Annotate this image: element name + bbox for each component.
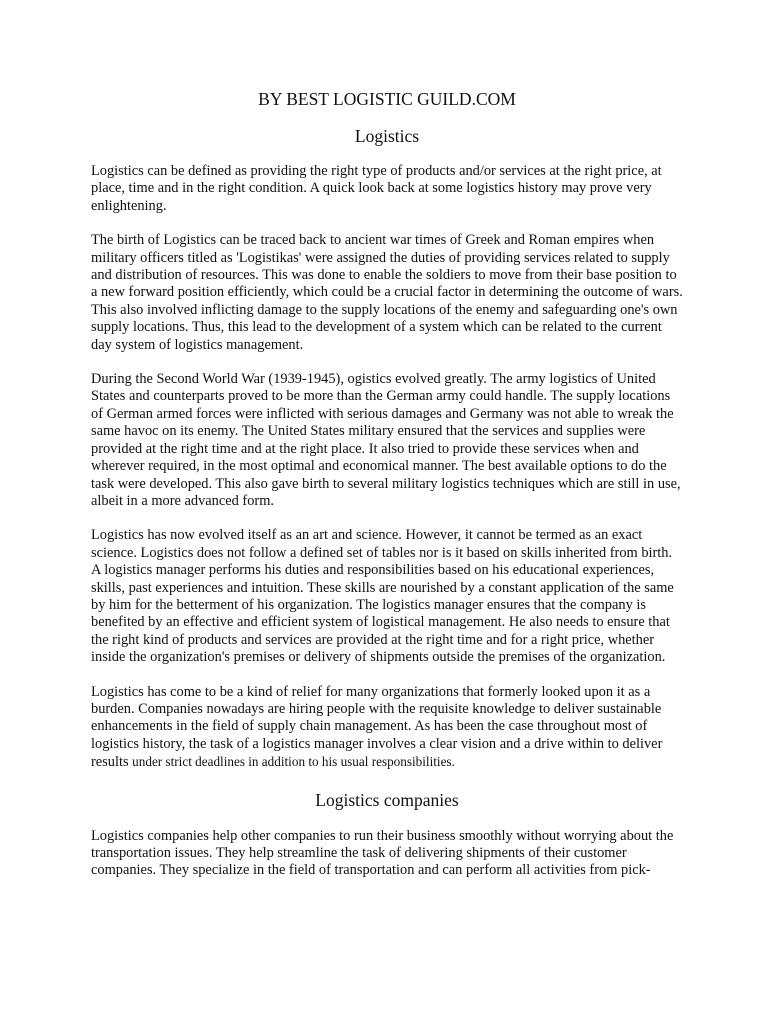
paragraph-art-and-science: Logistics has now evolved itself as an art and science. However, it cannot be termed as an exact science. Logistics does not follow a defined set of tables nor is it based on skills inherited from birth. A logistics manager performs his duties and responsibilities based on his educational experiences, skills, past experiences and intuition. These skills are nourished by a constant application of the same by him for the betterment of his organization. The logistics manager ensures that the company is benefited by an effective and efficient system of logistical management. He also needs to ensure that the right kind of products and services are provided at the right time and for a right price, whether inside the organization's premises or delivery of shipments outside the premises of the organization. <box>91 527 674 666</box>
section-heading-logistics-companies: Logistics companies <box>315 789 459 810</box>
paragraph-relief-tail: under strict deadlines in addition to his usual responsibilities. <box>132 754 455 770</box>
paragraph-history: The birth of Logistics can be traced back to ancient war times of Greek and Roman empires when military officers titled as 'Logistikas' were assigned the duties of providing services related to supply and distribution of resources. This was done to enable the soldiers to move from their base position to a new forward position efficiently, which could be a crucial factor in determining the outcome of wars. This also involved inflicting damage to the supply locations of the enemy and safeguarding one's own supply locations. Thus, this lead to the development of a system which can be related to the current day system of logistics management. <box>91 232 683 353</box>
paragraph-relief <box>91 684 683 772</box>
paragraph-definition: Logistics can be defined as providing the right type of products and/or services at the right price, at place, time and in the right condition. A quick look back at some logistics history may prove very enlightening. <box>91 163 662 214</box>
document-page <box>91 88 683 897</box>
paragraph-companies: Logistics companies help other companies to run their business smoothly without worrying about the transportation issues. They help streamline the task of delivering shipments of their customer companies. They specialize in the field of transportation and can perform all activities from pick- <box>91 827 674 879</box>
site-title: BY BEST LOGISTIC GUILD.COM <box>258 89 516 109</box>
paragraph-relief-main: Logistics has come to be a kind of relief for many organizations that formerly looked upon it as a burden. Companies nowadays are hiring people with the requisite knowledge to deliver sustainable enhancements in the field of supply chain management. As has been the case throughout most of logistics history, the task of a logistics manager involves a clear vision and a drive within to deliver results <box>91 683 663 771</box>
paragraph-second-world-war: During the Second World War (1939-1945), ogistics evolved greatly. The army logistics of United States and counterparts proved to be more than the German army could handle. The supply locations of German armed forces were inflicted with serious damages and Germany was not able to wreak the same havoc on its enemy. The United States military ensured that the services and supplies were provided at the right time and at the right place. It also tried to provide these services when and wherever required, in the most optimal and economical manner. The best available options to do the task were developed. This also gave birth to several military logistics techniques which are still in use, albeit in a more advanced form. <box>91 371 681 509</box>
section-heading-logistics: Logistics <box>354 126 420 146</box>
